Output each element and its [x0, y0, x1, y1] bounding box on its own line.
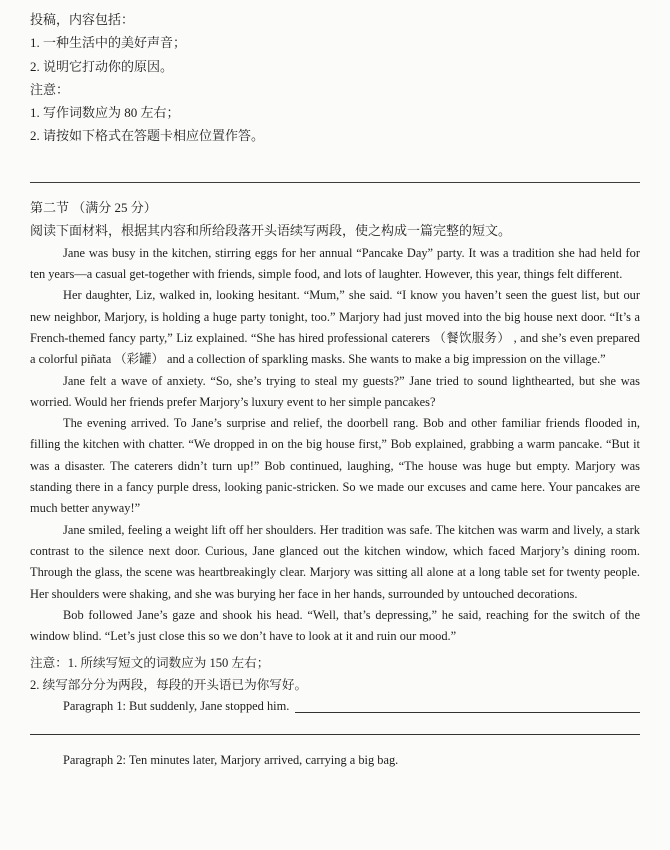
paragraph2-lead: Paragraph 2: Ten minutes later, Marjory arrived, carrying a big bag.	[63, 753, 399, 768]
notes-line-1: 注意：1. 所续写短文的词数应为 150 左右；	[30, 656, 270, 671]
intro-note-label: 注意：	[30, 81, 70, 97]
story-paragraph-4: The evening arrived. To Jane’s surprise and relief, the doorbell rang. Bob and other familiar friends flooded in, filling the kitchen with chatter. “We dropped in on the big house first,” Bob explained, grabbing a warm pancake. “But it was a disaster. The caterers didn’t turn up!” Bob continued, laughing, “The house was huge but empty. Marjory was standing there in a fancy purple dress, looking panic-stricken. So we made our excuses and came here. Your pancakes are much better anyway!”	[30, 416, 640, 516]
intro-point-1: 1. 一种生活中的美好声音；	[30, 35, 187, 51]
story-text	[30, 243, 640, 648]
section-instruction: 阅读下面材料，根据其内容和所给段落开头语续写两段，使之构成一篇完整的短文。	[30, 223, 512, 239]
paragraph1-lead: Paragraph 1: But suddenly, Jane stopped him.	[63, 699, 290, 714]
writing-task1-requirements	[30, 8, 640, 148]
notes-line-2: 2. 续写部分分为两段，每段的开头语已为你写好。	[30, 677, 308, 692]
paragraph1-answer-blank-line	[295, 712, 640, 713]
intro-point-2: 2. 说明它打动你的原因。	[30, 58, 174, 74]
story-paragraph-6: Bob followed Jane’s gaze and shook his head. “Well, that’s depressing,” he said, reaching for the switch of the window blind. “Let’s just close this so we don’t have to look at it and ruin our mood.”	[30, 607, 640, 644]
story-paragraph-2: Her daughter, Liz, walked in, looking hesitant. “Mum,” she said. “I know you haven’t seen the guest list, but our new neighbor, Marjory, is holding a huge party tonight, too.” Marjory had just moved into the big house next door. “It’s a French-themed fancy party,” Liz explained. “She has hired professional caterers （餐饮服务） , and she’s even prepared a colorful piñata （彩罐） and a collection of sparkling masks. She wants to make a big impression on the village.”	[30, 288, 640, 367]
answer-blank-line	[30, 734, 640, 735]
story-paragraph-5: Jane smiled, feeling a weight lift off her shoulders. Her tradition was safe. The kitchen was warm and lively, a stark contrast to the silence next door. Curious, Jane glanced out the kitchen window, which faced Marjory’s dining room. Through the glass, the scene was heartbreakingly clear. Marjory was sitting all alone at a long table set for twenty people. Her shoulders were shaking, and she was burying her face in her hands, surrounded by untouched decorations.	[30, 522, 640, 601]
section-divider-line	[30, 182, 640, 183]
continuation-notes	[30, 653, 640, 696]
paragraph2-lead-row	[30, 750, 640, 771]
paragraph1-lead-row	[30, 696, 640, 717]
intro-note-2: 2. 请按如下格式在答题卡相应位置作答。	[30, 128, 265, 144]
section-heading: 第二节 （满分 25 分）	[30, 199, 157, 215]
intro-line: 投稿，内容包括：	[30, 12, 135, 27]
story-paragraph-3: Jane felt a wave of anxiety. “So, she’s trying to steal my guests?” Jane tried to sound lighthearted, but she was worried. Would her friends prefer Marjory’s luxury event to her simple pancakes?	[30, 373, 640, 409]
story-paragraph-1: Jane was busy in the kitchen, stirring eggs for her annual “Pancake Day” party. It was a tradition she had held for ten years—a casual get-together with friends, simple food, and lots of laughter. However, this year, things felt different.	[30, 245, 640, 282]
intro-note-1: 1. 写作词数应为 80 左右；	[30, 105, 180, 121]
